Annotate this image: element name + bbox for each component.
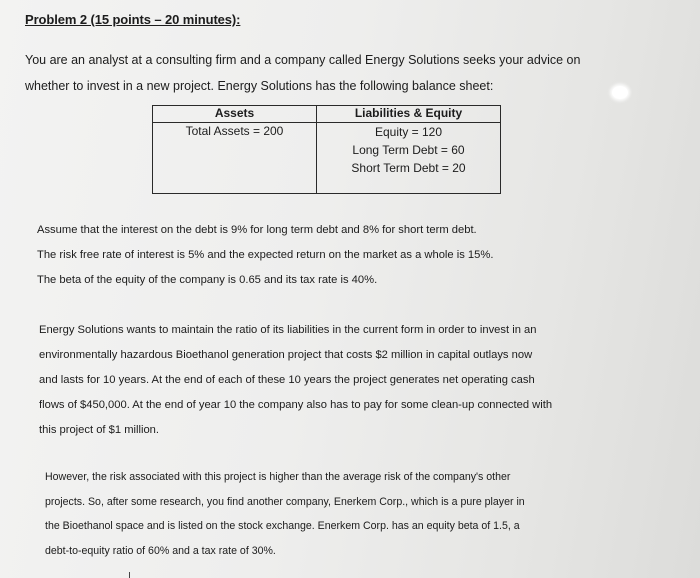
short-term-debt-cell: Short Term Debt = 20 [351,161,466,175]
paragraph-line: Assume that the interest on the debt is 9% for long term debt and 8% for short term debt. [37,224,477,236]
paragraph-line: However, the risk associated with this project is higher than the average risk of the company's other [45,471,511,483]
paragraph-line: projects. So, after some research, you find another company, Enerkem Corp., which is a pure player in [45,495,525,508]
paragraph-line: The beta of the equity of the company is 0.65 and its tax rate is 40%. [37,274,378,286]
paragraph-line: Energy Solutions wants to maintain the ratio of its liabilities in the current form in order to invest in an [39,324,537,336]
comparable-company-paragraph [45,465,525,563]
total-assets-cell: Total Assets = 200 [185,124,284,138]
paragraph-line: the Bioethanol space and is listed on the stock exchange. Enerkem Corp. has an equity beta of 1.5, a [45,520,520,532]
intro-line: You are an analyst at a consulting firm and a company called Energy Solutions seeks your advice on [25,53,581,67]
assets-header: Assets [214,106,255,120]
paragraph-line: and lasts for 10 years. At the end of each of these 10 years the project generates net operating cash [39,374,535,386]
light-glare [612,86,628,99]
intro-line: whether to invest in a new project. Energy Solutions has the following balance sheet: [25,79,494,93]
paragraph-line: debt-to-equity ratio of 60% and a tax rate of 30%. [45,544,276,557]
equity-cell: Equity = 120 [374,125,443,139]
paragraph-line: flows of $450,000. At the end of year 10 the company also has to pay for some clean-up connected with [39,399,553,411]
problem-title: Problem 2 (15 points – 20 minutes): [25,12,241,27]
project-paragraph [39,318,552,443]
long-term-debt-cell: Long Term Debt = 60 [352,143,465,157]
balance-sheet-table [152,105,501,194]
paragraph-line: The risk free rate of interest is 5% and the expected return on the market as a whole is 15%. [37,249,494,261]
paragraph-line: this project of $1 million. [39,424,160,436]
paragraph-line: environmentally hazardous Bioethanol generation project that costs $2 million in capital outlays now [39,349,533,361]
pen-mark [129,572,130,578]
rates-paragraph [37,218,493,293]
liabilities-header: Liabilities & Equity [354,106,463,120]
